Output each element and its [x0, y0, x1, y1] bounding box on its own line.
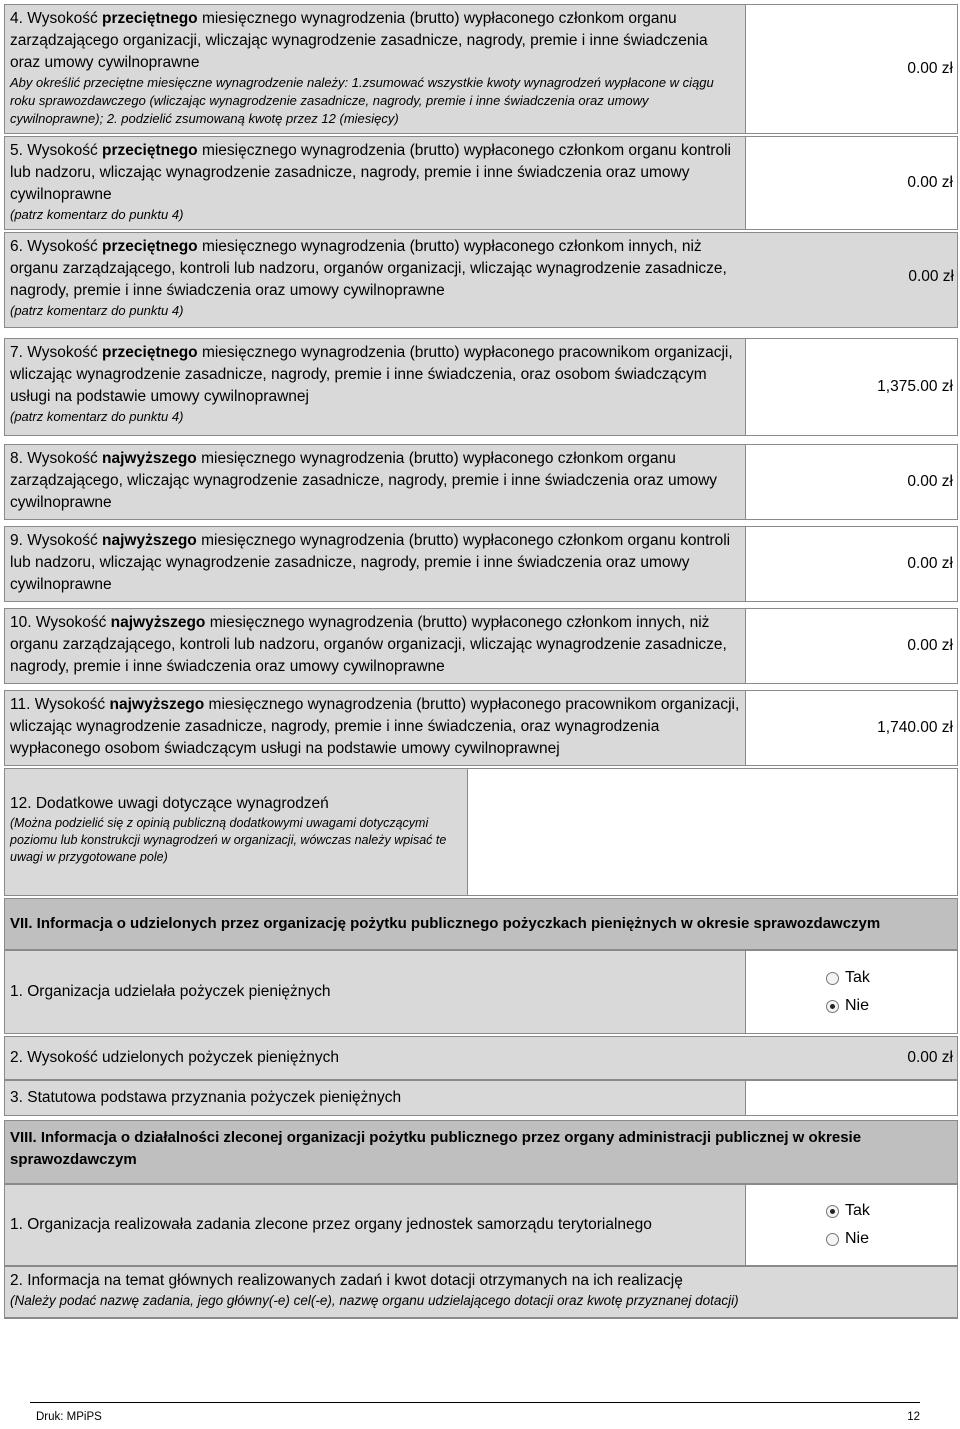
item-9-row: [4, 526, 958, 602]
item-12-row: [4, 768, 958, 896]
section-7-q3-value[interactable]: [746, 1080, 958, 1116]
item-12-note: (Można podzielić się z opinią publiczną dodatkowymi uwagami dotyczącymi poziomu lub konstrukcji wynagrodzeń w organizacji, wówczas należy wpisać te uwagi w przygotowane pole): [10, 816, 447, 864]
item-8-row: [4, 444, 958, 520]
item-12-label: 12. Dodatkowe uwagi dotyczące wynagrodzeń (Można podzielić się z opinią publiczną dodatkowymi uwagami dotyczącymi poziomu lub konstrukcji wynagrodzeń w organizacji, wówczas należy wpisać te uwagi w przygotowane pole): [4, 768, 468, 896]
item-9-label: 9. Wysokość najwyższego miesięcznego wynagrodzenia (brutto) wypłaconego członkom organu kontroli lub nadzoru, wliczając wynagrodzenie zasadnicze, nagrody, premie i inne świadczenia oraz umowy cywilnoprawne: [4, 526, 746, 602]
radio-option-yes[interactable]: Tak: [826, 969, 957, 987]
section-7-q1-label: 1. Organizacja udzielała pożyczek pieniężnych: [4, 950, 746, 1034]
item-8-label: 8. Wysokość najwyższego miesięcznego wynagrodzenia (brutto) wypłaconego członkom organu zarządzającego, wliczając wynagrodzenie zasadnicze, nagrody, premie i inne świadczenia oraz umowy cywilnoprawne: [4, 444, 746, 520]
item-10-value[interactable]: 0.00 zł: [746, 608, 958, 684]
item-11-label: 11. Wysokość najwyższego miesięcznego wynagrodzenia (brutto) wypłaconego pracownikom organizacji, wliczając wynagrodzenie zasadnicze, nagrody, premie i inne świadczenia, oraz wynagrodzenia wypłaconego osobom świadczącym usługi na podstawie umowy cywilnoprawnej: [4, 690, 746, 766]
item-7-row: [4, 338, 958, 436]
section-7-q2-row: [4, 1036, 958, 1080]
radio-option-no[interactable]: Nie: [826, 1230, 957, 1248]
item-10-row: [4, 608, 958, 684]
section-7-q1-radio-group: [746, 950, 958, 1034]
radio-button-yes-selected[interactable]: [826, 1205, 839, 1218]
section-8-q2-row: [4, 1266, 958, 1318]
item-5-note: (patrz komentarz do punktu 4): [10, 207, 184, 222]
item-11-row: [4, 690, 958, 766]
item-7-note: (patrz komentarz do punktu 4): [10, 409, 184, 424]
section-8-q2-label: 2. Informacja na temat głównych realizowanych zadań i kwot dotacji otrzymanych na ich realizację (Należy podać nazwę zadania, jego główny(-e) cel(-e), nazwę organu udzielającego dotacji oraz kwotę przyznanej dotacji): [4, 1266, 958, 1318]
page-footer: [30, 1402, 920, 1423]
radio-option-yes[interactable]: Tak: [826, 1202, 957, 1220]
section-7-q1-row: [4, 950, 958, 1034]
radio-button-no[interactable]: [826, 1233, 839, 1246]
section-7-q3-label: 3. Statutowa podstawa przyznania pożyczek pieniężnych: [4, 1080, 746, 1116]
section-8-q1-label: 1. Organizacja realizowała zadania zlecone przez organy jednostek samorządu terytorialnego: [4, 1184, 746, 1266]
item-4-label: 4. Wysokość przeciętnego miesięcznego wynagrodzenia (brutto) wypłaconego członkom organu zarządzającego organizacji, wliczając wynagrodzenie zasadnicze, nagrody, premie i inne świadczenia oraz umowy cywilnoprawne Aby określić przeciętne miesięczne wynagrodzenie należy: 1.zsumować wszystkie kwoty wynagrodzeń wypłacone w ciągu roku sprawozdawczego (wliczając wynagrodzenie zasadnicze, nagrody, premie i inne świadczenia oraz umowy cywilnoprawne); 2. podzielić zsumowaną kwotę przez 12 (miesięcy): [4, 4, 746, 134]
item-6-value[interactable]: 0.00 zł: [908, 268, 954, 285]
section-8-q1-radio-group: [746, 1184, 958, 1266]
item-8-value[interactable]: 0.00 zł: [746, 444, 958, 520]
section-7-header: VII. Informacja o udzielonych przez organizację pożytku publicznego pożyczkach pieniężnych w okresie sprawozdawczym: [4, 898, 958, 950]
radio-button-no-selected[interactable]: [826, 1000, 839, 1013]
section-8-q1-row: [4, 1184, 958, 1266]
page-number: 12: [907, 1411, 920, 1423]
divider: [4, 1318, 958, 1319]
item-7-label: 7. Wysokość przeciętnego miesięcznego wynagrodzenia (brutto) wypłaconego pracownikom organizacji, wliczając wynagrodzenie zasadnicze, nagrody, premie i inne świadczenia, oraz osobom świadczącym usługi na podstawie umowy cywilnoprawnej (patrz komentarz do punktu 4): [4, 338, 746, 436]
item-7-value[interactable]: 1,375.00 zł: [746, 338, 958, 436]
footer-print-label: Druk: MPiPS: [36, 1411, 102, 1423]
item-11-value[interactable]: 1,740.00 zł: [746, 690, 958, 766]
item-5-label: 5. Wysokość przeciętnego miesięcznego wynagrodzenia (brutto) wypłaconego członkom organu kontroli lub nadzoru, wliczając wynagrodzenie zasadnicze, nagrody, premie i inne świadczenia oraz umowy cywilnoprawne (patrz komentarz do punktu 4): [4, 136, 746, 230]
section-8-header: VIII. Informacja o działalności zleconej organizacji pożytku publicznego przez organy administracji publicznej w okresie sprawozdawczym: [4, 1120, 958, 1184]
item-4-note: Aby określić przeciętne miesięczne wynagrodzenie należy: 1.zsumować wszystkie kwoty wynagrodzeń wypłacone w ciągu roku sprawozdawczego (wliczając wynagrodzenie zasadnicze, nagrody, premie i inne świadczenia oraz umowy cywilnoprawne); 2. podzielić zsumowaną kwotę przez 12 (miesięcy): [10, 75, 714, 126]
item-4-value[interactable]: 0.00 zł: [746, 4, 958, 134]
section-8-q2-note: (Należy podać nazwę zadania, jego główny(-e) cel(-e), nazwę organu udzielającego dotacji oraz kwotę przyznanej dotacji): [10, 1293, 739, 1308]
item-5-row: [4, 136, 958, 230]
item-9-value[interactable]: 0.00 zł: [746, 526, 958, 602]
item-6-note: (patrz komentarz do punktu 4): [10, 303, 184, 318]
emphasis: przeciętnego: [102, 10, 198, 27]
radio-option-no[interactable]: Nie: [826, 997, 957, 1015]
item-10-label: 10. Wysokość najwyższego miesięcznego wynagrodzenia (brutto) wypłaconego członkom innych, niż organu zarządzającego, kontroli lub nadzoru, organów organizacji, wliczając wynagrodzenie zasadnicze, nagrody, premie i inne świadczenia oraz umowy cywilnoprawne: [4, 608, 746, 684]
item-4-row: [4, 4, 958, 134]
item-6-row: [4, 232, 958, 328]
item-5-value[interactable]: 0.00 zł: [746, 136, 958, 230]
section-7-q2-label: 2. Wysokość udzielonych pożyczek pieniężnych 0.00 zł: [4, 1036, 958, 1080]
item-12-textarea[interactable]: [468, 768, 958, 896]
radio-button-yes[interactable]: [826, 972, 839, 985]
section-7-q2-value[interactable]: 0.00 zł: [907, 1049, 953, 1066]
item-6-label: 6. Wysokość przeciętnego miesięcznego wynagrodzenia (brutto) wypłaconego członkom innych, niż organu zarządzającego, kontroli lub nadzoru, organów organizacji, wliczając wynagrodzenie zasadnicze, nagrody, premie i inne świadczenia oraz umowy cywilnoprawne (patrz komentarz do punktu 4): [4, 232, 958, 328]
section-7-q3-row: [4, 1080, 958, 1116]
